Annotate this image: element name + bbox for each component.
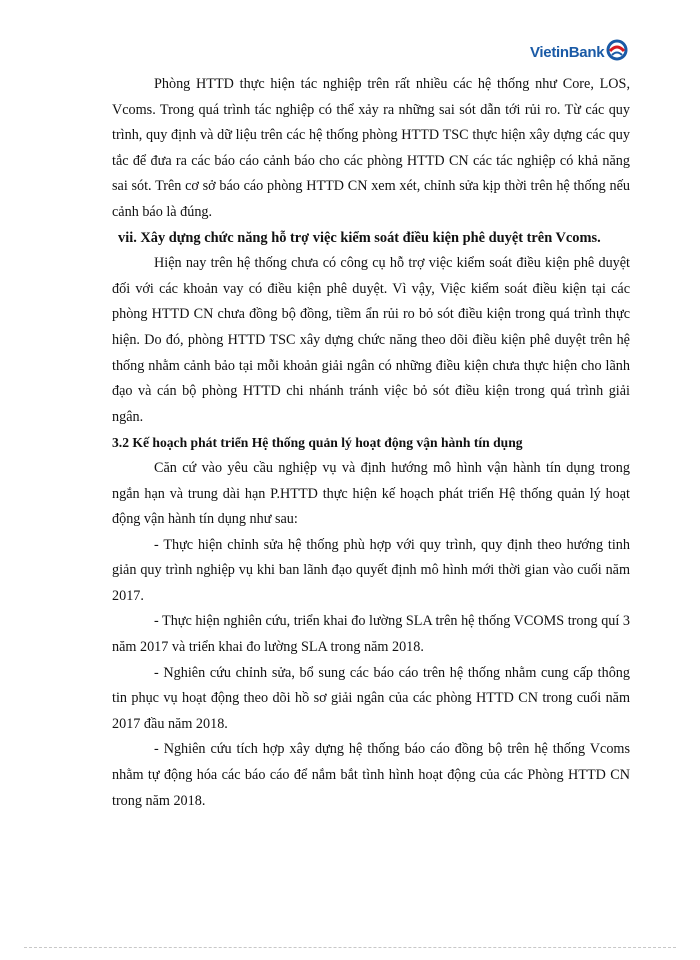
paragraph-httd-operations: Phòng HTTD thực hiện tác nghiệp trên rất nhiều các hệ thống như Core, LOS, Vcoms. Trong quá trình tác nghiệp có thể xảy ra những sai sót dẫn tới rủi ro. Từ các quy trình, quy định và dữ liệu trên các hệ thống phòng HTTD TSC thực hiện xây dựng các quy tắc để đưa ra các báo cáo cảnh báo cho các phòng HTTD CN các tác nghiệp có khả năng sai sót. Trên cơ sở báo cáo phòng HTTD CN xem xét, chỉnh sửa kịp thời trên hệ thống nếu cảnh báo là đúng.	[112, 76, 630, 220]
paragraph-vcoms-conditions: Hiện nay trên hệ thống chưa có công cụ hỗ trợ việc kiểm soát điều kiện phê duyệt đối với các khoản vay có điều kiện phê duyệt. Vì vậy, Việc kiểm soát điều kiện tại các phòng HTTD CN chưa đồng bộ đồng, tiềm ẩn rủi ro bỏ sót điều kiện trong quá trình thực hiện. Do đó, phòng HTTD TSC xây dựng chức năng theo dõi điều kiện phê duyệt trên hệ thống nhằm cảnh bảo tại mỗi khoản giải ngân có những điều kiện chưa thực hiện cho lãnh đạo và cán bộ phòng HTTD chi nhánh tránh việc bỏ sót điều kiện trong quá trình giải ngân.	[112, 255, 630, 425]
paragraph-development-plan: Căn cứ vào yêu cầu nghiệp vụ và định hướng mô hình vận hành tín dụng trong ngắn hạn và trung dài hạn P.HTTD thực hiện kế hoạch phát triển Hệ thống quản lý hoạt động vận hành tín dụng như sau:	[112, 459, 630, 528]
vietinbank-logo	[530, 44, 628, 61]
bullet-item-3: - Nghiên cứu chỉnh sửa, bổ sung các báo cáo trên hệ thống nhằm cung cấp thông tin phục vụ hoạt động theo dõi hồ sơ giải ngân của các phòng HTTD CN trong cuối năm 2017 đầu năm 2018.	[112, 664, 630, 732]
document-body	[112, 72, 630, 814]
heading-vii: vii. Xây dựng chức năng hỗ trợ việc kiểm soát điều kiện phê duyệt trên Vcoms.	[118, 229, 601, 246]
bullet-item-2: - Thực hiện nghiên cứu, triển khai đo lường SLA trên hệ thống VCOMS trong quí 3 năm 2017 và triển khai đo lường SLA trong năm 2018.	[112, 613, 630, 656]
logo-text: VietinBank	[530, 44, 605, 61]
bullet-item-1: - Thực hiện chỉnh sửa hệ thống phù hợp với quy trình, quy định theo hướng tinh giản quy trình nghiệp vụ khi ban lãnh đạo quyết định mô hình mới thời gian vào cuối năm 2017.	[112, 536, 630, 604]
heading-3-2: 3.2 Kế hoạch phát triển Hệ thống quản lý hoạt động vận hành tín dụng	[112, 435, 523, 451]
bullet-item-4: - Nghiên cứu tích hợp xây dựng hệ thống báo cáo đồng bộ trên hệ thống Vcoms nhằm tự động hóa các báo cáo để nắm bắt tình hình hoạt động của các Phòng HTTD CN trong năm 2018.	[112, 741, 630, 809]
vietinbank-emblem-icon	[606, 39, 628, 61]
page-bottom-divider	[24, 947, 676, 948]
